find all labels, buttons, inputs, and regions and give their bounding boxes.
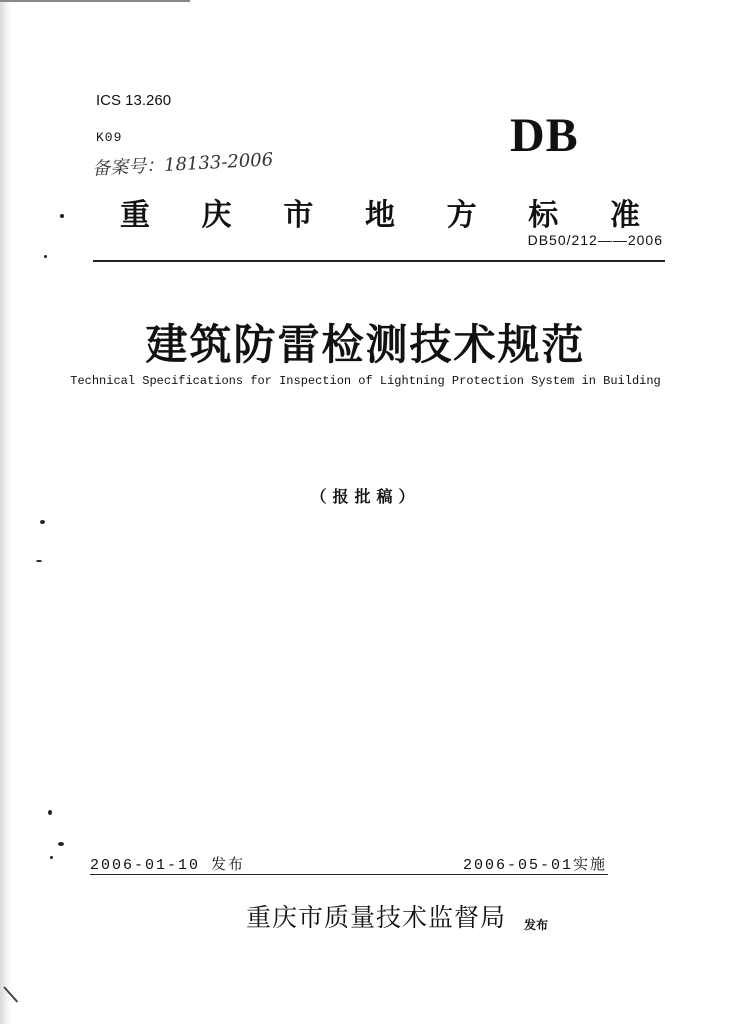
issuing-authority: 重庆市质量技术监督局 [246, 903, 507, 932]
footer-divider [90, 874, 608, 875]
issue-date: 2006-01-10 发布 [90, 857, 246, 874]
scan-speck [60, 214, 64, 218]
standard-code: DB50/212——2006 [527, 232, 663, 248]
standard-title-char: 庆 [201, 198, 232, 233]
issuing-authority-suffix: 发布 [524, 918, 549, 932]
scan-edge-shadow [0, 0, 12, 1024]
handwritten-record-number: 备案号：18133-2006 [91, 149, 274, 180]
category-code: K09 [96, 130, 123, 145]
ics-code: ICS 13.260 [96, 92, 172, 109]
scan-top-line [0, 0, 190, 2]
standard-type-title [120, 190, 640, 234]
standard-title-char: 市 [283, 198, 314, 233]
draft-status: （报批稿） [310, 487, 421, 506]
db-logo: DB [510, 109, 579, 162]
standard-title-char: 标 [528, 198, 559, 233]
scan-speck [50, 856, 53, 859]
scan-speck [44, 255, 47, 258]
english-title: Technical Specifications for Inspection of Lightning Protection System in Building [70, 374, 661, 388]
scan-speck [40, 520, 45, 524]
scan-speck [48, 810, 52, 815]
implementation-date: 2006-05-01实施 [462, 857, 607, 874]
scan-speck [58, 842, 64, 846]
standard-title-char: 方 [446, 198, 477, 233]
header-divider [93, 260, 665, 262]
standard-title-char: 地 [364, 198, 395, 233]
standard-title-char: 准 [609, 198, 640, 233]
document-title: 建筑防雷检测技术规范 [145, 320, 586, 369]
scan-speck [36, 560, 42, 562]
standard-title-char: 重 [120, 198, 150, 233]
